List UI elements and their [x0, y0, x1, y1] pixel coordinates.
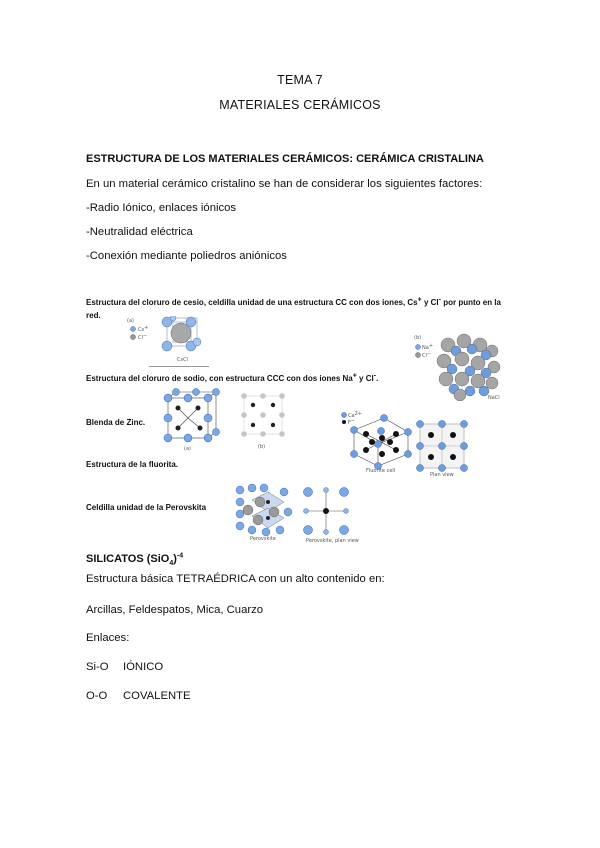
cesium-chloride-caption: Estructura del cloruro de cesio, celdilla unidad de una estructura CC con dos iones, Cs+ y Cl- por punto en la red. — [86, 296, 501, 320]
svg-text:(a): (a) — [184, 446, 191, 452]
factor-item: -Neutralidad eléctrica — [86, 226, 193, 238]
nacl-ion2-label: Cl− — [422, 351, 432, 359]
perovskite-figure-b — [302, 486, 360, 544]
bond-pair: O-O — [86, 690, 108, 702]
svg-text:Perovskite, plan view: Perovskite, plan view — [306, 538, 359, 544]
svg-text:Fluorite cell: Fluorite cell — [366, 468, 396, 472]
fluorite-caption: Estructura de la fluorita. — [86, 460, 179, 469]
nacl-ion1-label: Na+ — [422, 343, 434, 351]
svg-text:Perovskite: Perovskite — [250, 536, 276, 542]
silicates-heading: SILICATOS $(SiO_4)^{-4}$ — [86, 552, 184, 568]
bond-type: COVALENTE — [123, 690, 191, 702]
bond-type: IÓNICO — [123, 661, 164, 673]
section-heading-structure: ESTRUCTURA DE LOS MATERIALES CERÁMICOS: CERÁMICA CRISTALINA — [86, 153, 484, 165]
nacl-structure-figure — [412, 333, 504, 401]
perovskite-figure-a — [232, 482, 296, 542]
factor-item: -Conexión mediante poliedros aniónicos — [86, 250, 287, 262]
perovskite-caption: Celdilla unidad de la Perovskita — [86, 503, 207, 512]
factor-item: -Radio Iónico, enlaces iónicos — [86, 202, 237, 214]
sodium-chloride-caption: Estructura del cloruro de sodio, con estructura CCC con dos iones Na+ y Cl-. — [86, 372, 379, 383]
fluorite-figure-b — [414, 418, 470, 484]
svg-text:Plan view: Plan view — [430, 472, 454, 478]
zinc-blende-caption: Blenda de Zinc. — [86, 418, 146, 427]
zinc-blende-figure-b — [238, 390, 288, 452]
silicates-examples: Arcillas, Feldespatos, Mica, Cuarzo — [86, 604, 264, 616]
bonds-label: Enlaces: — [86, 632, 130, 644]
svg-text:CsCl: CsCl — [177, 357, 188, 363]
tema-number: TEMA 7 — [277, 73, 323, 87]
fluorite-ion2-label: F− — [348, 418, 356, 426]
cscl-structure-figure — [125, 316, 215, 372]
page-title: MATERIALES CERÁMICOS — [219, 98, 381, 112]
svg-text:(b): (b) — [414, 335, 422, 341]
bond-pair: Si-O — [86, 661, 109, 673]
cscl-ion2-label: Cl− — [138, 333, 148, 341]
svg-text:NaCl: NaCl — [488, 395, 500, 401]
fluorite-ion1-label: Ca2+ — [348, 411, 362, 419]
zinc-blende-figure-a — [158, 388, 222, 452]
fluorite-figure-a — [340, 410, 412, 472]
svg-text:(b): (b) — [258, 444, 266, 450]
intro-text: En un material cerámico cristalino se han de considerar los siguientes factores: — [86, 178, 483, 190]
cscl-ion1-label: Cs+ — [138, 325, 149, 333]
silicates-basic-text: Estructura básica TETRAÉDRICA con un alto contenido en: — [86, 573, 385, 585]
svg-text:(a): (a) — [127, 318, 134, 324]
